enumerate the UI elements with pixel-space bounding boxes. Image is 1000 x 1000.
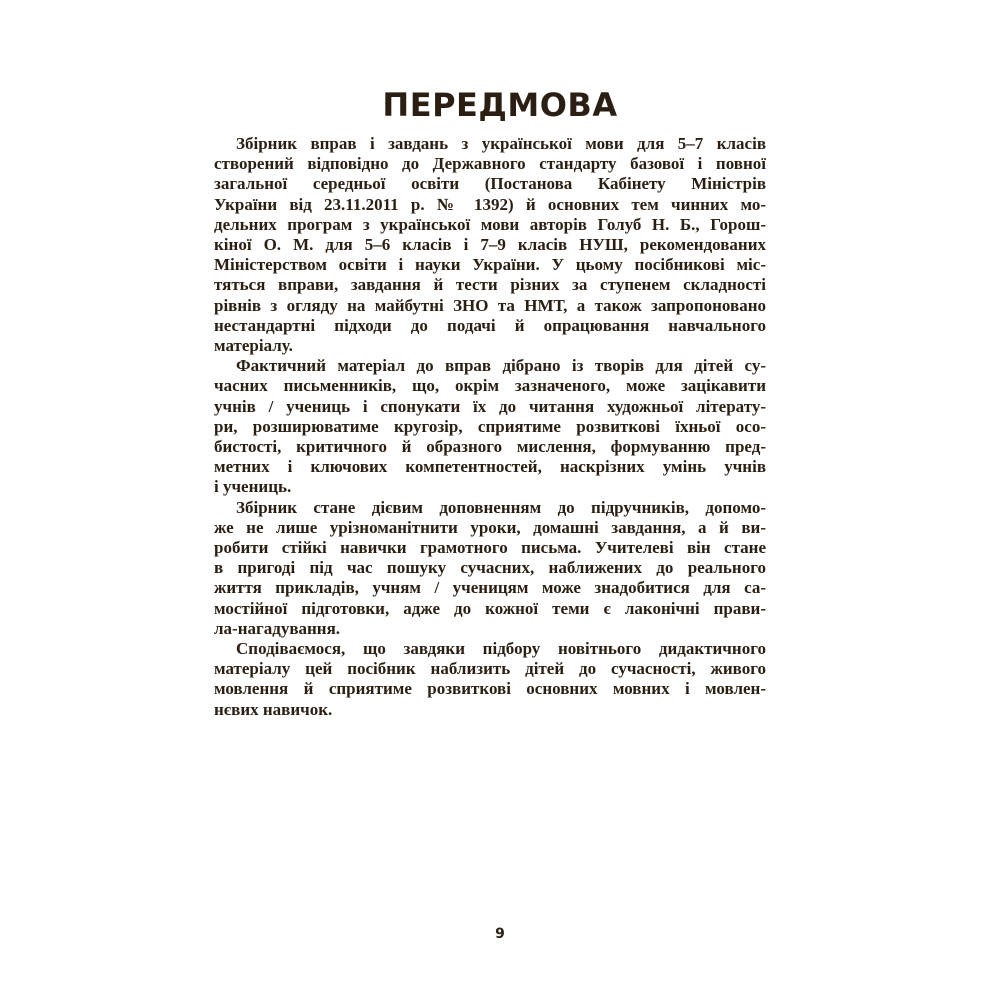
preface-body bbox=[214, 134, 766, 720]
text-line: робити стійкі навички грамотного письма. Учителеві він стане bbox=[214, 538, 766, 558]
text-line: метних і ключових компетентностей, наскрізних умінь учнів bbox=[214, 457, 766, 477]
text-line: кіної О. М. для 5–6 класів і 7–9 класів НУШ, рекомендованих bbox=[214, 235, 766, 255]
text-line: дельних програм з української мови авторів Голуб Н. Б., Горош- bbox=[214, 214, 766, 234]
text-line: мостійної підготовки, адже до кожної теми є лаконічні прави- bbox=[214, 598, 766, 618]
text-line: тяться вправи, завдання й тести різних за ступенем складності bbox=[214, 275, 766, 295]
paragraph-2 bbox=[214, 356, 766, 497]
text-line: і учениць. bbox=[214, 477, 292, 497]
paragraph-3 bbox=[214, 498, 766, 639]
text-line: учнів / учениць і спонукати їх до читання художньої літерату- bbox=[214, 396, 766, 416]
text-line: часних письменників, що, окрім зазначеного, може зацікавити bbox=[214, 376, 766, 396]
text-line bbox=[214, 154, 766, 194]
text-line: матеріалу цей посібник наблизить дітей до сучасності, живого bbox=[214, 659, 766, 679]
text-line: Фактичний матеріал до вправ дібрано із творів для дітей су- bbox=[236, 356, 766, 376]
text-line: же не лише урізноманітнити уроки, домашні завдання, а й ви- bbox=[214, 517, 766, 537]
page-title: ПЕРЕДМОВА bbox=[382, 86, 618, 124]
text-line: життя прикладів, учням / ученицям може знадобитися для са- bbox=[214, 578, 766, 598]
text-line: Збірник стане дієвим доповненням до підручників, допомо- bbox=[236, 497, 766, 517]
text-line: в пригоді під час пошуку сучасних, наближених до реального bbox=[214, 558, 766, 578]
text-line-fragment: створений відповідно до Державного стандарту базової і повної загальної середньої освіти (Постанова Кабінету Міністрів bbox=[214, 154, 766, 194]
paragraph-4 bbox=[214, 639, 766, 720]
text-line: Міністерством освіти і науки України. У цьому посібникові міс- bbox=[214, 255, 766, 275]
text-line-fragment: рівнів з огляду на майбутні ЗНО та НМТ, а також запропоновано нестандартні підходи до подачі й опрацювання навчального bbox=[214, 295, 766, 335]
text-line: Збірник вправ і завдань з української мови для 5–7 класів bbox=[236, 134, 766, 153]
text-line: матеріалу. bbox=[214, 336, 293, 356]
text-line: ри, розширюватиме кругозір, сприятиме розвиткові їхньої осо- bbox=[214, 416, 766, 436]
text-line: мовлення й сприятиме розвиткові основних мовних і мовлен- bbox=[214, 679, 766, 699]
text-line bbox=[214, 296, 766, 336]
text-line: бистості, критичного й образного мислення, формуванню пред- bbox=[214, 437, 766, 457]
page-number: 9 bbox=[495, 926, 505, 942]
text-line: ла-нагадування. bbox=[214, 618, 341, 638]
text-line: нєвих навичок. bbox=[214, 699, 333, 719]
text-line: України від 23.11.2011 р. № 1392) й основних тем чинних мо- bbox=[214, 194, 766, 214]
paragraph-1 bbox=[214, 134, 766, 356]
text-line: Сподіваємося, що завдяки підбору новітнього дидактичного bbox=[236, 639, 766, 659]
